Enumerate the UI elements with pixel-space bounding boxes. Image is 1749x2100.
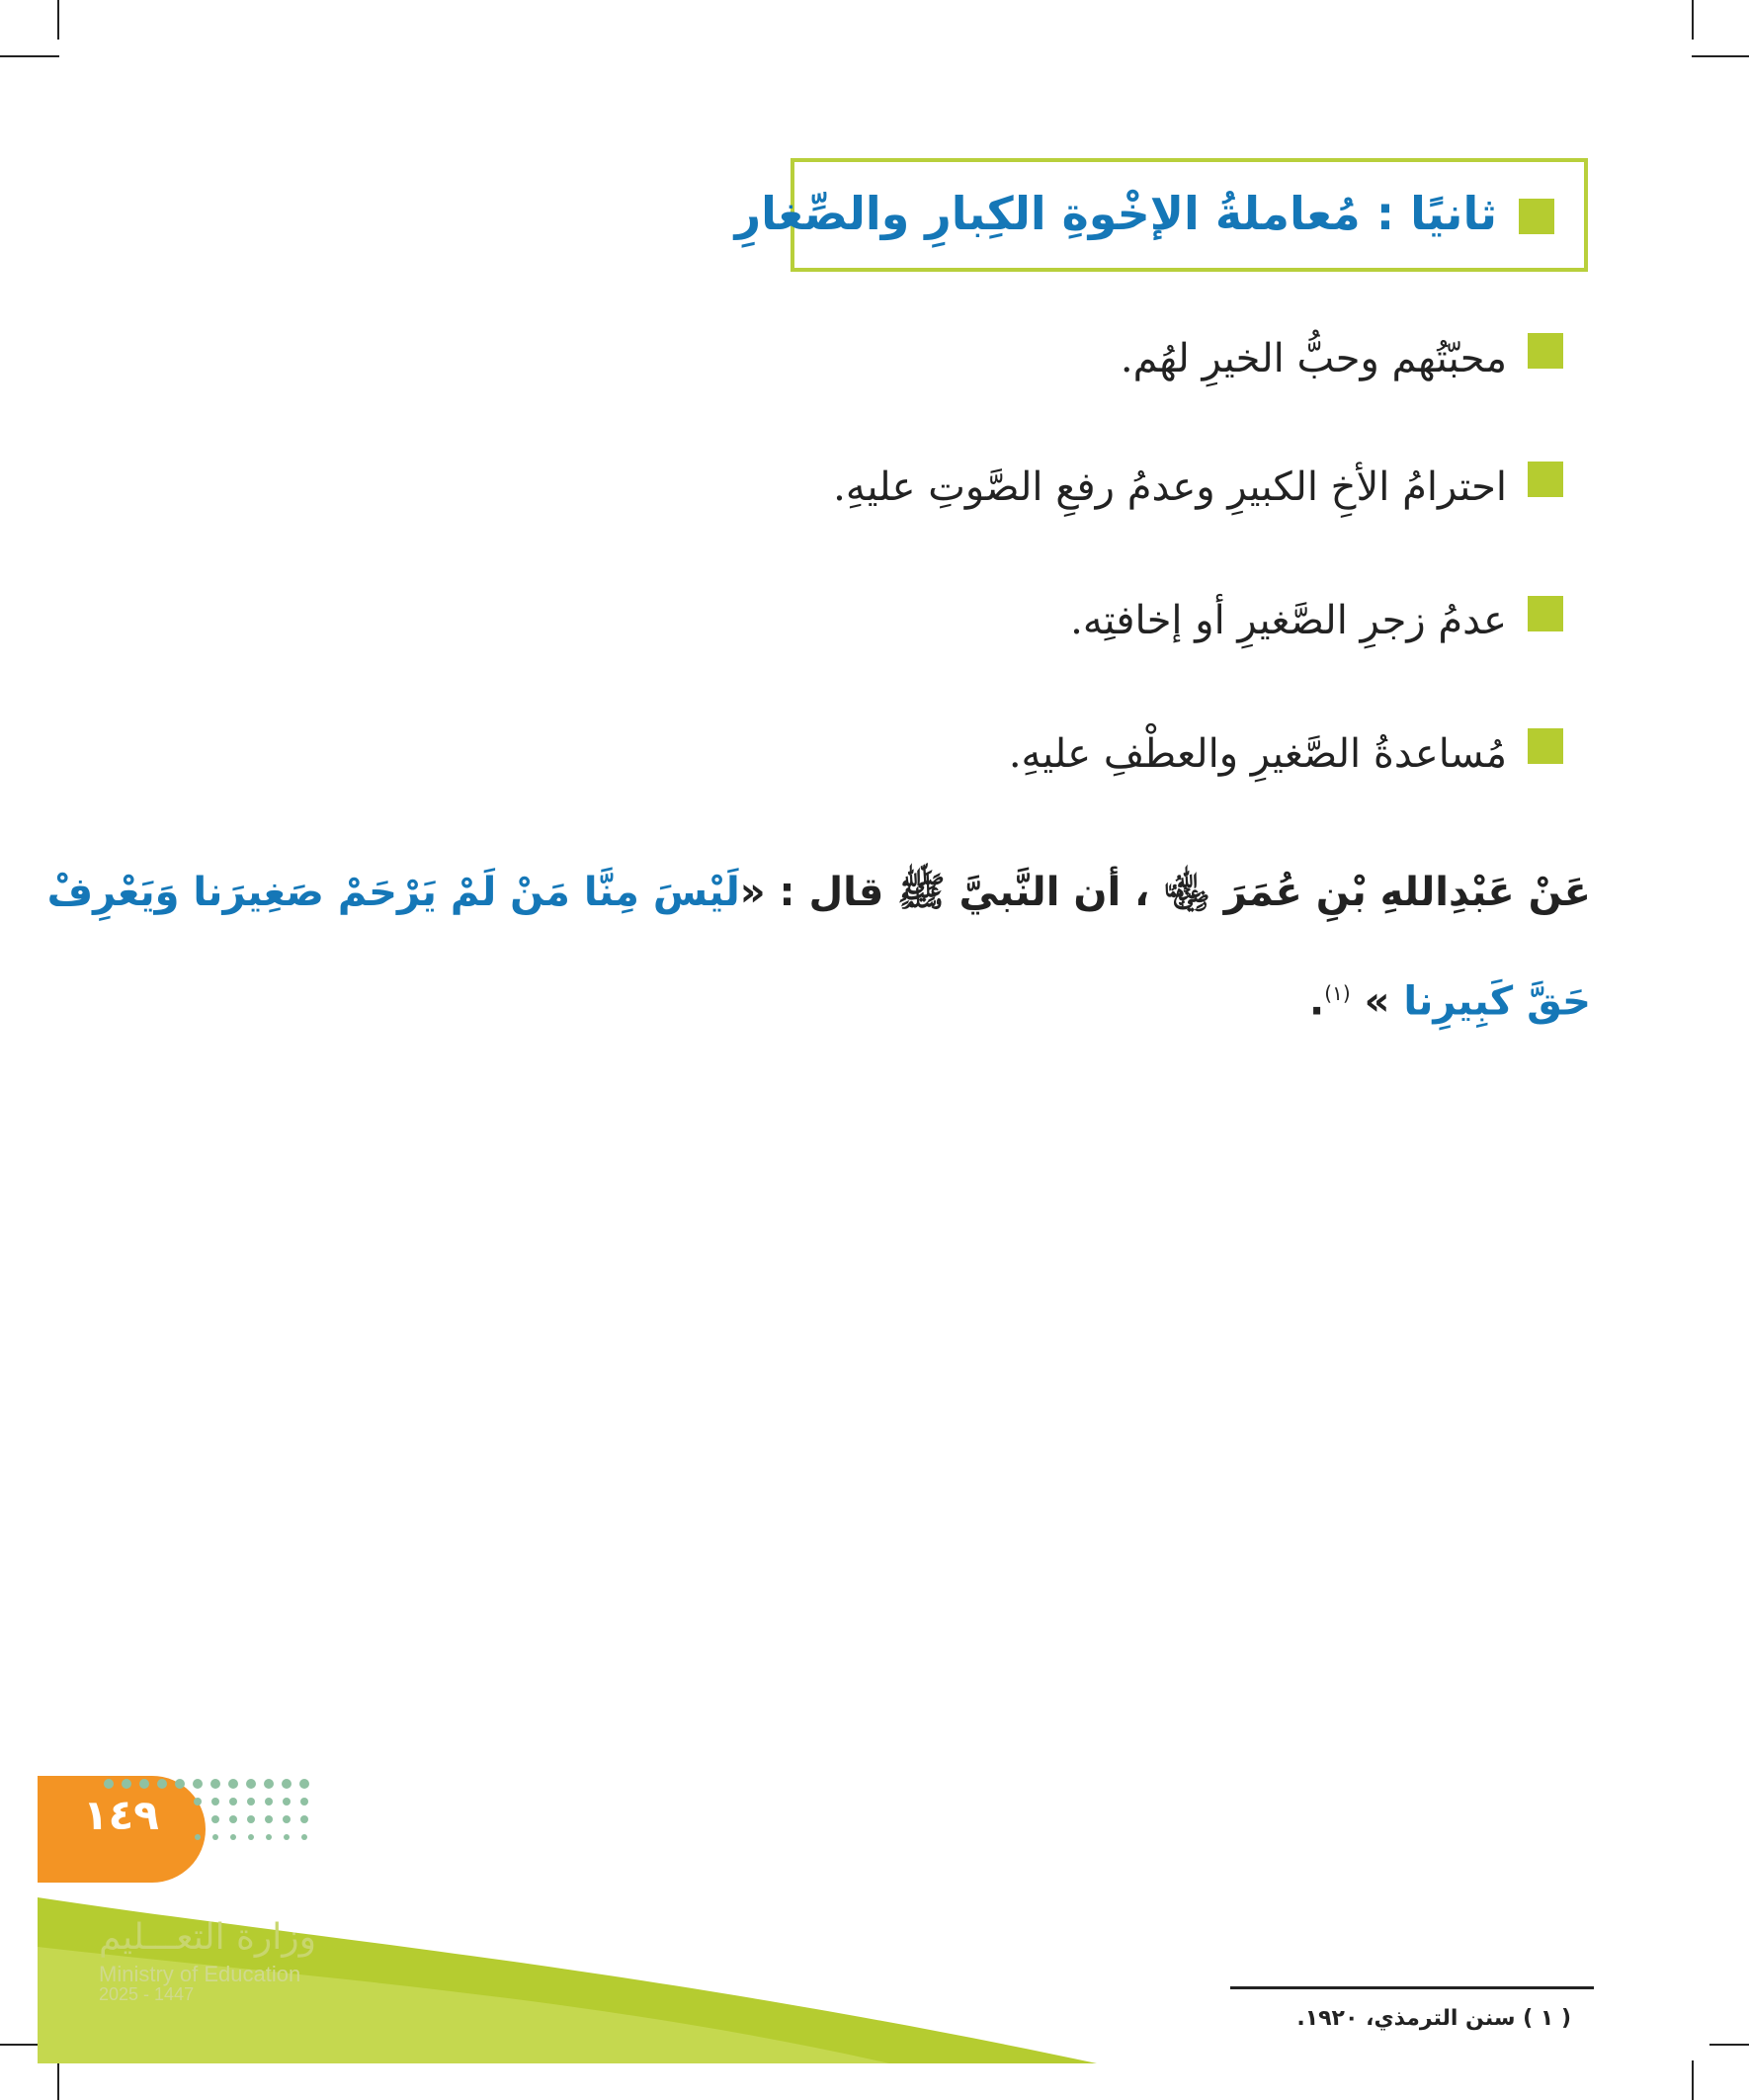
bullet-item: محبّتُهم وحبُّ الخيرِ لهُم. bbox=[1120, 336, 1507, 381]
hadith-end: . bbox=[1309, 978, 1325, 1025]
hadith-intro: عَنْ عَبْدِاللهِ بْنِ عُمَرَ ﵄ ، أن النَّبيَّ ﷺ قال : « bbox=[739, 870, 1591, 915]
hadith-close: » bbox=[1364, 978, 1390, 1025]
crop-mark bbox=[1692, 0, 1694, 40]
bullet-item: مُساعدةُ الصَّغيرِ والعطْفِ عليهِ. bbox=[1008, 731, 1507, 777]
hadith-quote-1: لَيْسَ مِنَّا مَنْ لَمْ يَرْحَمْ صَغِيرَنا وَيَعْرِفْ bbox=[46, 870, 740, 915]
hadith-line-1 bbox=[47, 863, 1591, 922]
bullet-square-icon bbox=[1528, 462, 1563, 497]
bullet-square-icon bbox=[1528, 728, 1563, 764]
section-title-box bbox=[734, 158, 1588, 272]
footnote: ( ١ ) سنن الترمذي، ١٩٢٠. bbox=[1296, 2006, 1571, 2031]
bullet-square-icon bbox=[1528, 596, 1563, 631]
bullet-item: احترامُ الأخِ الكبيرِ وعدمُ رفعِ الصَّوتِ عليهِ. bbox=[833, 464, 1507, 510]
ministry-logo-year: 2025 - 1447 bbox=[99, 1984, 195, 2004]
ministry-logo-arabic: وزارة التعـــليم bbox=[99, 1917, 317, 1958]
crop-mark bbox=[57, 0, 59, 40]
crop-mark bbox=[1692, 55, 1749, 57]
hadith-line-2 bbox=[1309, 964, 1591, 1031]
footnote-rule bbox=[1230, 1986, 1594, 1989]
ministry-logo-english: Ministry of Education bbox=[99, 1962, 301, 1986]
crop-mark bbox=[1692, 2060, 1694, 2100]
title-square-icon bbox=[1519, 199, 1554, 234]
hadith-quote-2: حَقَّ كَبِيرِنا bbox=[1403, 978, 1591, 1025]
bullet-square-icon bbox=[1528, 333, 1563, 369]
crop-mark bbox=[1709, 2044, 1749, 2046]
crop-mark bbox=[0, 55, 59, 57]
page-number: ١٤٩ bbox=[83, 1791, 159, 1839]
footnote-ref: (١) bbox=[1324, 981, 1351, 1005]
crop-mark bbox=[57, 2060, 59, 2100]
section-title: ثانيًا : مُعاملةُ الإخْوةِ الكِبارِ والصِّغارِ bbox=[734, 187, 1497, 240]
bullet-item: عدمُ زجرِ الصَّغيرِ أو إخافتِه. bbox=[1070, 598, 1507, 643]
